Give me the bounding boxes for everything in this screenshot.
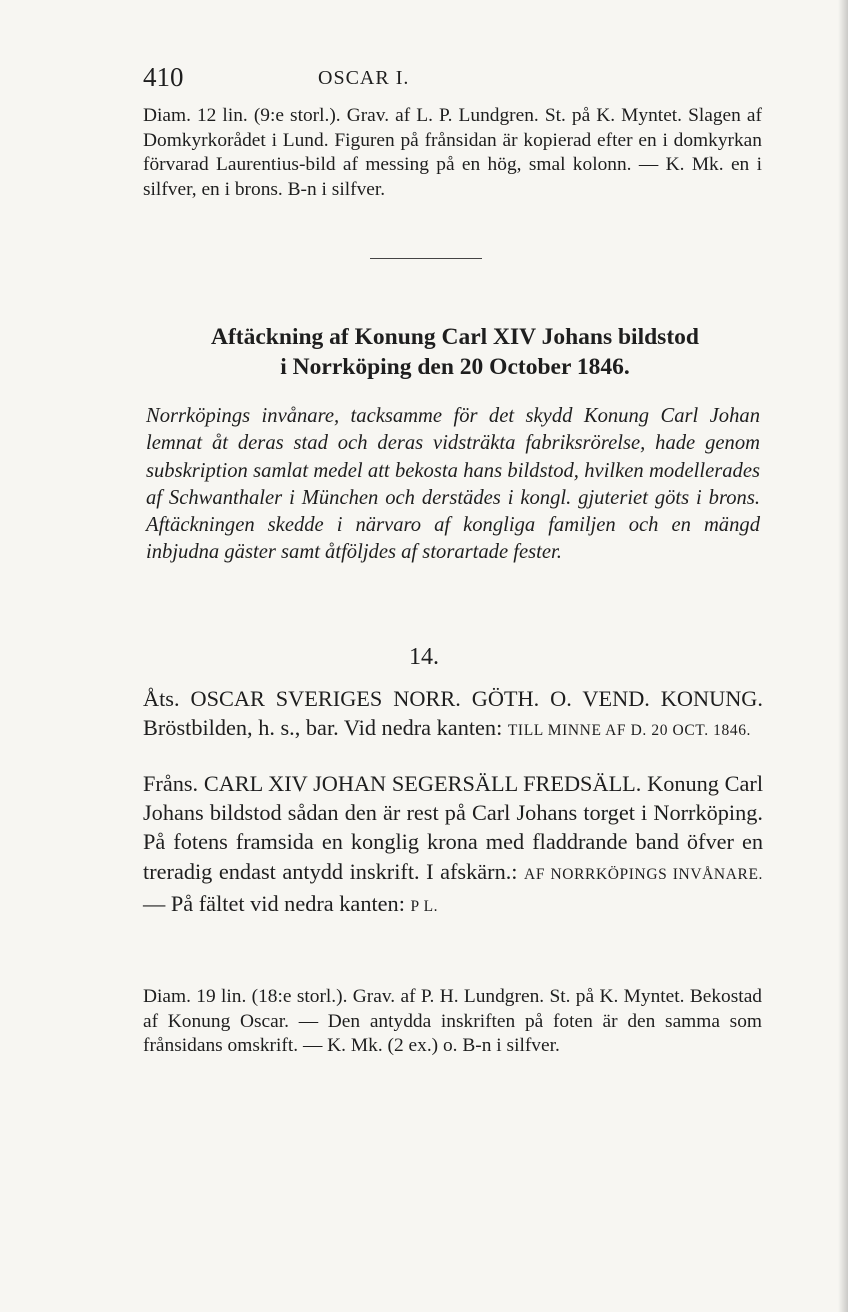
reverse-legend: CARL XIV JOHAN SEGERSÄLL FREDSÄLL. <box>203 771 642 796</box>
section-heading-line2: i Norrköping den 20 October 1846. <box>280 354 630 380</box>
obverse-inscription: TILL MINNE AF D. 20 OCT. 1846. <box>507 722 752 740</box>
obverse-legend: OSCAR SVERIGES NORR. GÖTH. O. VEND. KONUNG. <box>190 686 763 711</box>
reverse-description <box>143 769 763 921</box>
section-description: Norrköpings invånare, tacksamme för det skydd Konung Carl Johan lemnat åt deras stad och deras vidsträkta fabriksrörelse, hade genom subskription samlat medel att bekosta hans bildstod, hvilken modellerades af Schwanthaler i München och derstädes i kongl. gjuteriet göts i brons. Aftäckningen skedde i närvaro af kongliga familjen och en mängd inbjudna gäster samt åtföljdes af storartade fester. <box>146 405 760 564</box>
reverse-field-mark: P L. <box>410 897 439 915</box>
reverse-field-text: — På fältet vid nedra kanten: <box>143 890 405 916</box>
section-divider <box>370 258 482 259</box>
page-header <box>0 62 848 94</box>
top-note: Diam. 12 lin. (9:e storl.). Grav. af L. P. Lundgren. St. på K. Myntet. Slagen af Domkyrkorådet i Lund. Figuren på frånsidan är kopierad efter en i domkyrkan förvarad Laurentius-bild af messing på en hög, smal kolonn. — K. Mk. en i silfver, en i brons. B-n i silfver. <box>143 105 762 200</box>
entry-note: Diam. 19 lin. (18:e storl.). Grav. af P. H. Lundgren. St. på K. Myntet. Bekostad af Konung Oscar. — Den antydda inskriften på foten är den samma som frånsidans omskrift. — K. Mk. (2 ex.) o. B-n i silfver. <box>143 986 762 1056</box>
running-title: OSCAR I. <box>318 67 410 89</box>
obverse-description <box>143 684 763 745</box>
obverse-text: Bröstbilden, h. s., bar. Vid nedra kanten: <box>143 715 503 741</box>
page-number: 410 <box>143 62 184 92</box>
entry-number: 14. <box>409 644 439 670</box>
reverse-exergue: AF NORRKÖPINGS INVÅNARE. <box>524 865 764 883</box>
reverse-label: Fråns. <box>143 771 199 796</box>
obverse-label: Åts. <box>143 686 180 711</box>
section-heading-line1: Aftäckning af Konung Carl XIV Johans bildstod <box>211 324 699 350</box>
reverse-text: Konung Carl Johans bildstod sådan den är rest på Carl Johans torget i Norrköping. På fotens framsida en konglig krona med fladdrande band öfver en treradig endast antydd inskrift. I afskärn.: <box>143 771 764 884</box>
